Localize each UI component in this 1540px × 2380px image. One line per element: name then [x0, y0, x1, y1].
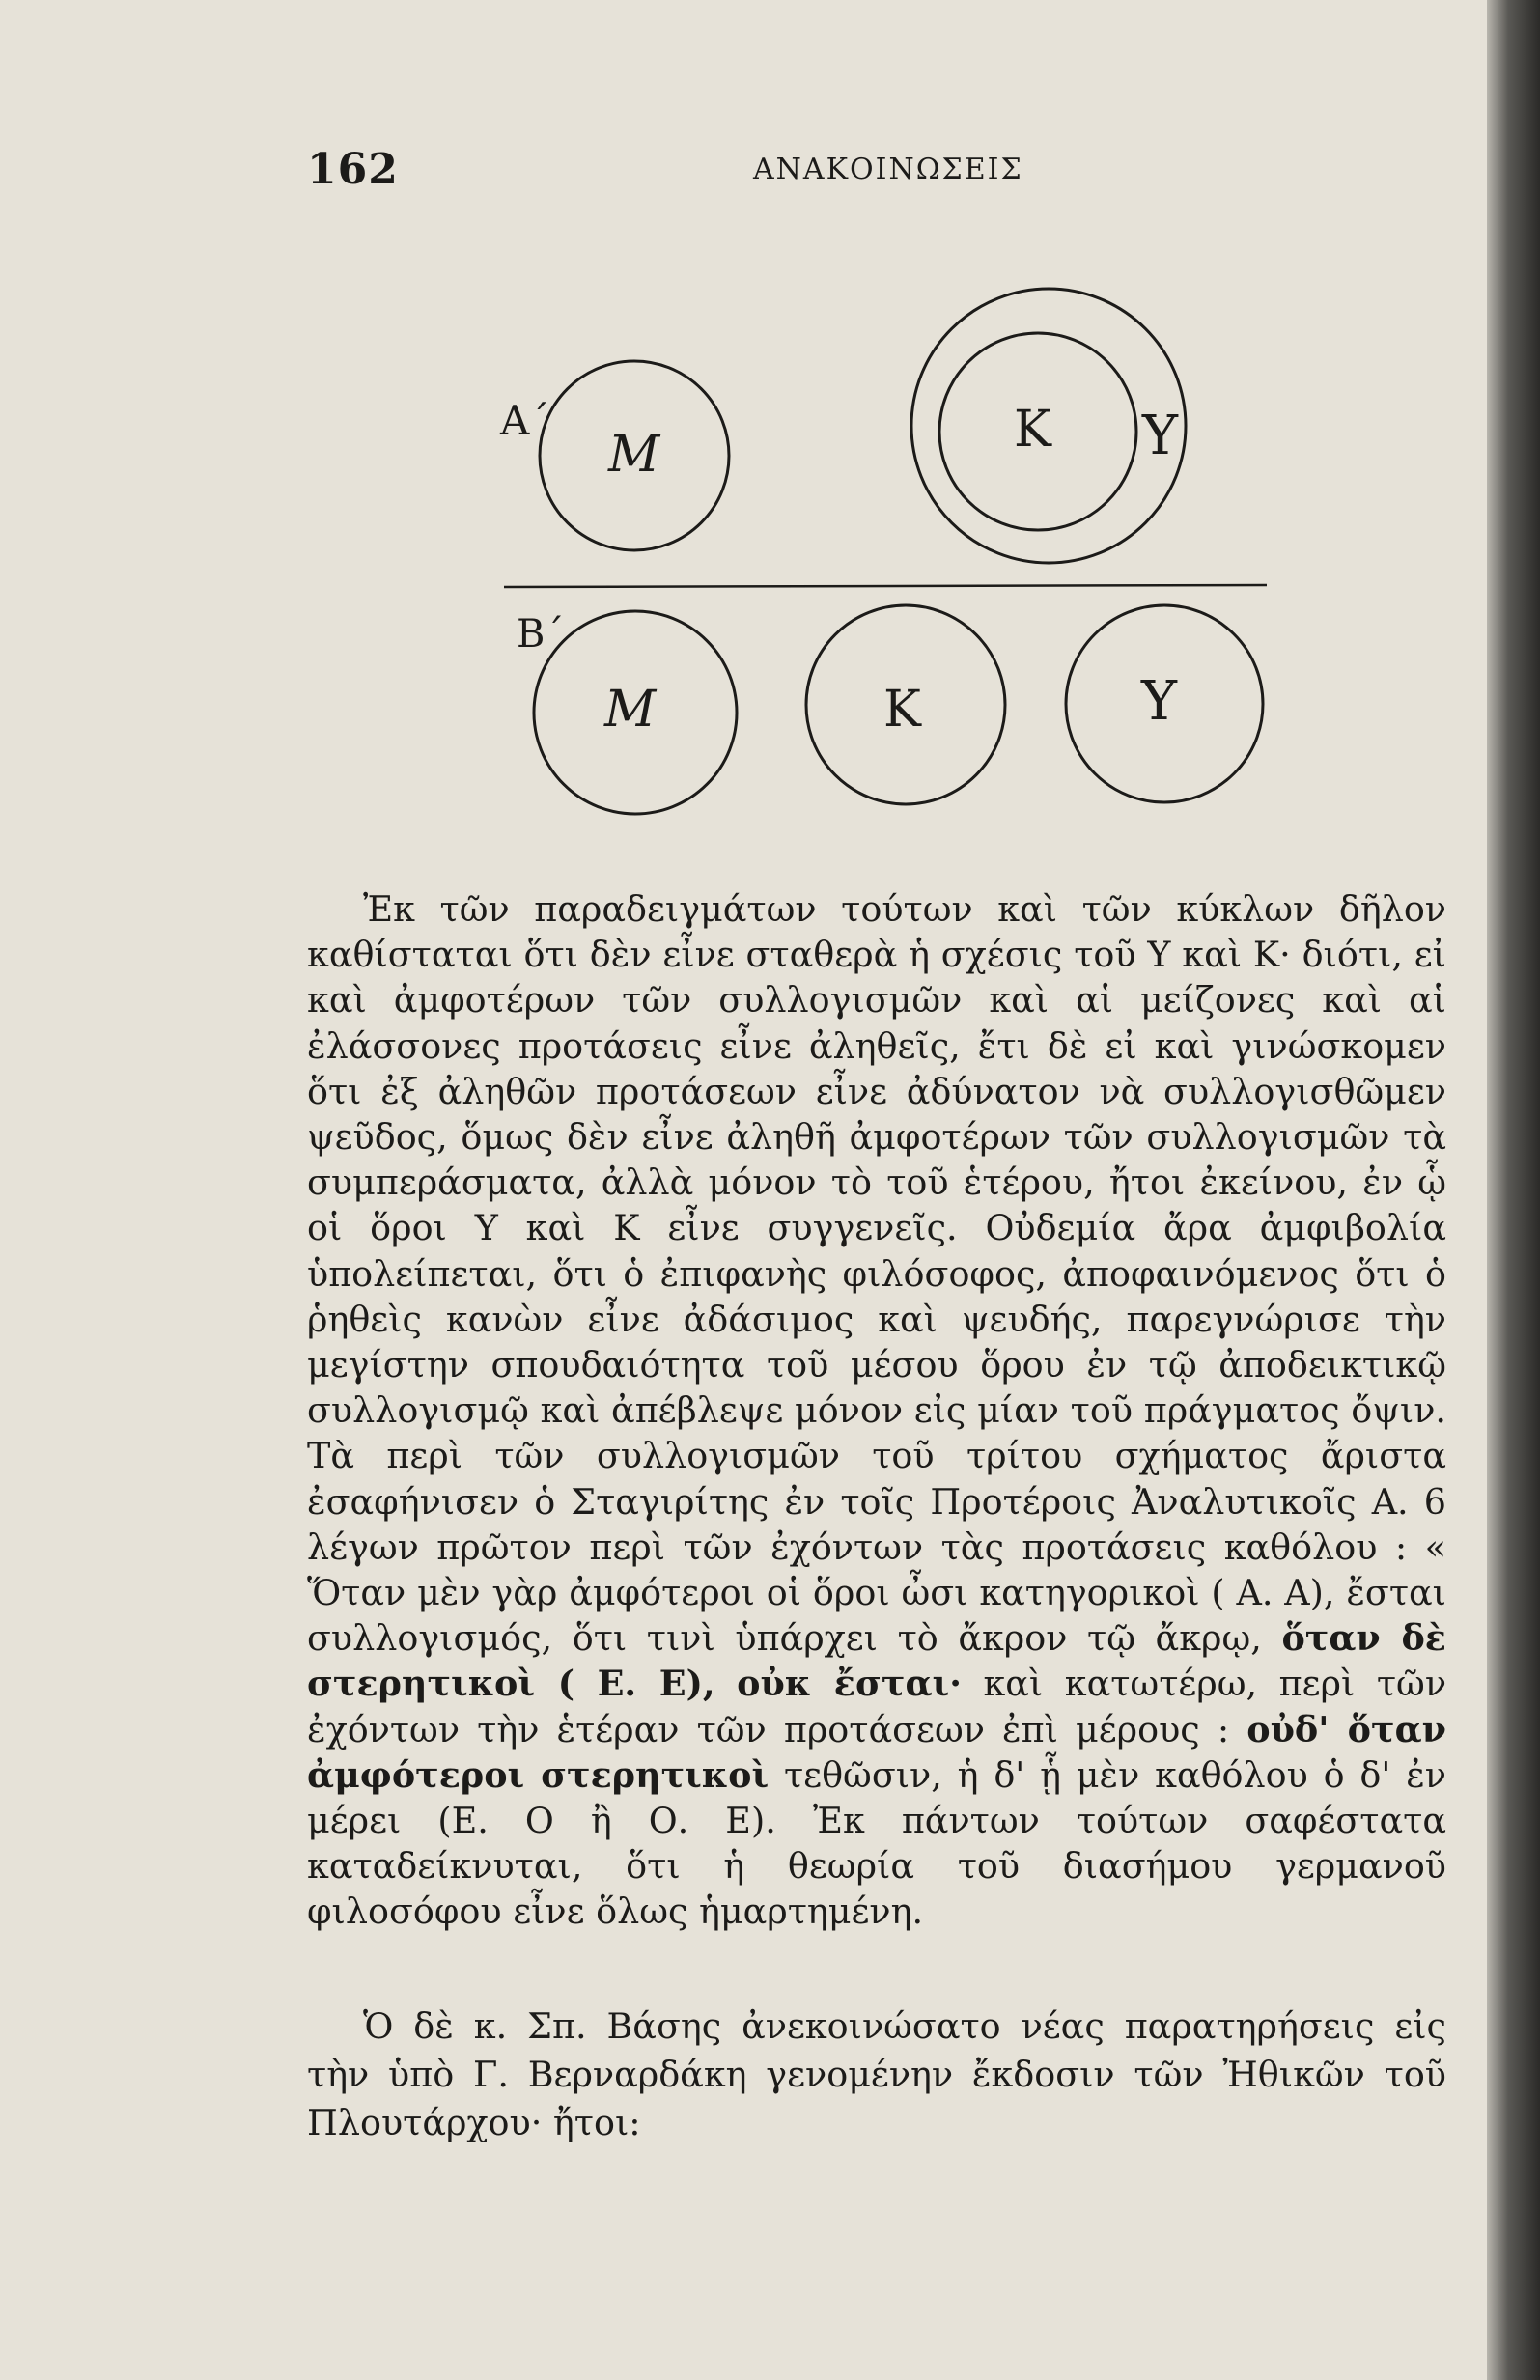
- paragraph-1-emphasis-2: οὐκ ἔσται·: [737, 1663, 962, 1705]
- paragraph-1-emphasis-1: ὅταν δὲ στερητικοὶ ( Ε. Ε),: [307, 1617, 1446, 1705]
- row-b-letter-k: Κ: [883, 681, 921, 739]
- row-a-letter-y: Υ: [1142, 405, 1178, 467]
- diagram-divider: [504, 585, 1267, 587]
- paragraph-2-text: Ὁ δὲ κ. Σπ. Βάσης ἀνεκοινώσατο νέας παρατηρήσεις εἰς τὴν ὑπὸ Γ. Βερναρδάκη γενομένην ἔκδοσιν τῶν Ἠθικῶν τοῦ Πλουτάρχου· ἤτοι:: [307, 2005, 1446, 2143]
- paragraph-1: [307, 886, 1446, 1935]
- paragraph-2: [307, 2002, 1446, 2147]
- row-b-label: Β΄: [517, 612, 565, 657]
- row-a-label: Α΄: [500, 397, 550, 444]
- paragraph-1-text-c: καὶ κατωτέρω, περὶ τῶν ἐχόντων τὴν ἑτέραν τῶν προτάσεων ἐπὶ μέρους :: [307, 1663, 1447, 1750]
- paragraph-1-text-d: τεθῶσιν, ἡ δ' ᾗ μὲν καθόλου ὁ δ' ἐν μέρει (Ε. Ο ἢ Ο. Ε). Ἐκ πάντων τούτων σαφέστατα καταδείκνυται, ὅτι ἡ θεωρία τοῦ διασήμου γερμανοῦ φιλοσόφου εἶνε ὅλως ἡμαρτημένη.: [307, 1753, 1446, 1933]
- paragraph-1-text-a: Ἐκ τῶν παραδειγμάτων τούτων καὶ τῶν κύκλων δῆλον καθίσταται ὅτι δὲν εἶνε σταθερὰ ἡ σχέσις τοῦ Υ καὶ Κ· διότι, εἰ καὶ ἀμφοτέρων τῶν συλλογισμῶν καὶ αἱ μείζονες καὶ αἱ ἐλάσσονες προτάσεις εἶνε ἀληθεῖς, ἔτι δὲ εἰ καὶ γινώσκομεν ὅτι ἐξ ἀληθῶν προτάσεων εἶνε ἀδύνατον νὰ συλλογισθῶμεν ψεῦδος, ὅμως δὲν εἶνε ἀληθῆ ἀμφοτέρων τῶν συλλογισμῶν τὰ συμπεράσματα, ἀλλὰ μόνον τὸ τοῦ ἑτέρου, ἤτοι ἐκείνου, ἐν ᾧ οἱ ὅροι Υ καὶ Κ εἶνε συγγενεῖς. Οὐδεμία ἄρα ἀμφιβολία ὑπολείπεται, ὅτι ὁ ἐπιφανὴς φιλόσοφος, ἀποφαινόμενος ὅτι ὁ ῥηθεὶς κανὼν εἶνε ἀδάσιμος καὶ ψευδής, παρεγνώρισε τὴν μεγίστην σπουδαιότητα τοῦ μέσου ὅρου ἐν τῷ ἀποδεικτικῷ συλλογισμῷ καὶ ἀπέβλεψε μόνον εἰς μίαν τοῦ πράγματος ὄψιν. Τὰ περὶ τῶν συλλογισμῶν τοῦ τρίτου σχήματος ἄριστα ἐσαφήνισεν ὁ Σταγιρίτης ἐν τοῖς Προτέροις Ἀναλυτικοῖς Α. 6 λέγων πρῶτον περὶ τῶν ἐχόντων τὰς προτάσεις καθόλου : « Ὅταν μὲν γὰρ ἀμφότεροι οἱ ὅροι ὦσι κατηγορικοὶ ( Α. Α), ἔσται συλλογισμός, ὅτι τινὶ ὑπάρχει τὸ ἄκρον τῷ ἄκρῳ,: [307, 888, 1446, 1660]
- main-paragraph: [307, 886, 1446, 1935]
- row-b-letter-y: Υ: [1141, 670, 1177, 733]
- row-a-letter-k: Κ: [1014, 401, 1051, 459]
- row-a-letter-m: Μ: [608, 426, 660, 484]
- euler-circle-diagram: [0, 0, 1487, 869]
- book-spine-shadow: [1487, 0, 1540, 2380]
- running-head: ΑΝΑΚΟΙΝΩΣΕΙΣ: [753, 153, 1023, 186]
- page-number: 162: [307, 145, 399, 194]
- paragraph-1-emphasis-3: οὐδ' ὅταν ἀμφότεροι στερητικοὶ: [307, 1708, 1446, 1796]
- row-b-letter-m: Μ: [604, 681, 657, 739]
